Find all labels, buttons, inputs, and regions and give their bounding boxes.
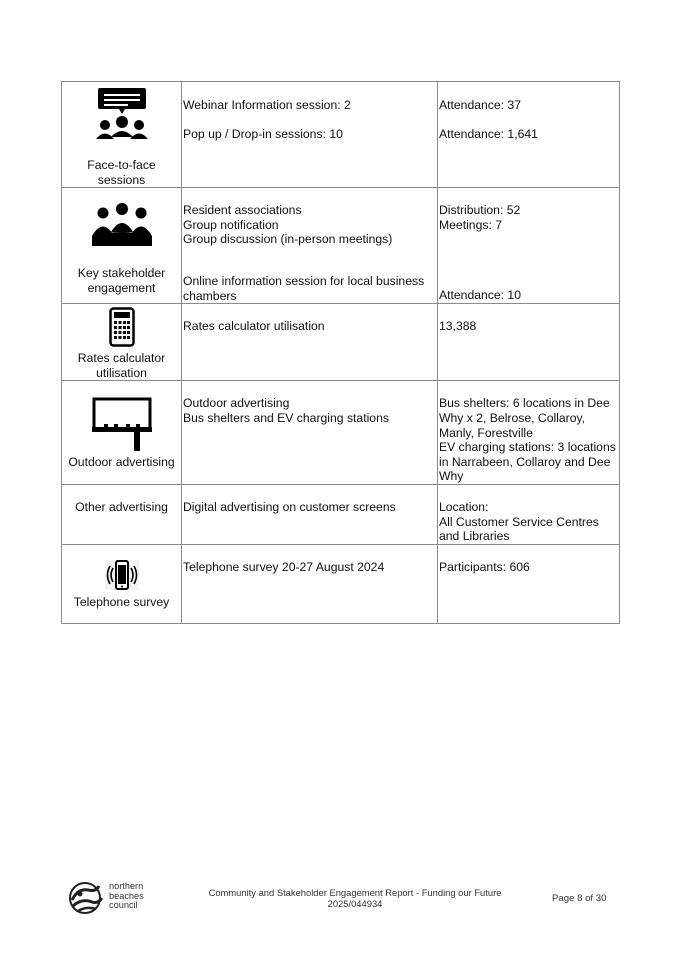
activity-line: Webinar Information session: 2 [183, 98, 351, 112]
method-label: Outdoor advertising [68, 455, 175, 470]
method-cell [62, 484, 182, 544]
method-label: Rates calculator utilisation [77, 351, 166, 380]
result-cell [438, 484, 620, 544]
billboard-icon [92, 397, 152, 453]
result-line: 13,388 [439, 319, 477, 334]
result-line: Location: [439, 499, 489, 514]
table-row [62, 484, 620, 544]
activity-line: Resident associations [183, 203, 302, 218]
activity-line: Digital advertising on customer screens [183, 499, 396, 514]
method-label: Face-to-face sessions [87, 158, 156, 187]
result-line: Attendance: 10 [439, 288, 521, 303]
result-line: EV charging stations: 3 locations in Narrabeen, Collaroy and Dee Why [439, 440, 616, 484]
table-row [62, 82, 620, 188]
face-to-face-icon [93, 87, 151, 153]
logo-line: council [109, 900, 138, 911]
stakeholder-group-icon [90, 202, 154, 248]
result-line: Attendance: 1,641 [439, 127, 538, 142]
activity-cell [182, 544, 438, 623]
report-title: Community and Stakeholder Engagement Report - Funding our Future [208, 887, 502, 898]
logo-line: beaches [109, 890, 144, 901]
result-cell [438, 188, 620, 304]
council-logo-text [109, 882, 144, 911]
method-cell [62, 544, 182, 623]
result-cell [438, 381, 620, 485]
result-cell [438, 82, 620, 188]
activity-line: Online information session for local business chambers [183, 273, 425, 303]
council-logo-icon [66, 880, 106, 916]
activity-line: Rates calculator utilisation [183, 319, 325, 334]
method-cell [62, 82, 182, 188]
logo-line: northern [109, 881, 144, 891]
method-label: Key stakeholder engagement [77, 266, 166, 295]
activity-line: Telephone survey 20-27 August 2024 [183, 559, 385, 574]
activity-cell [182, 484, 438, 544]
page-footer [0, 880, 675, 920]
activity-cell [182, 381, 438, 485]
table-row [62, 304, 620, 381]
engagement-methods-table [61, 81, 620, 624]
activity-line: Outdoor advertising [183, 396, 290, 411]
result-line: Participants: 606 [439, 559, 530, 574]
result-cell [438, 304, 620, 381]
table-row [62, 188, 620, 304]
table-row [62, 381, 620, 485]
page-number: Page 8 of 30 [552, 893, 607, 904]
method-cell [62, 188, 182, 304]
method-cell [62, 304, 182, 381]
method-label: Other advertising [75, 499, 168, 514]
activity-line: Group notification [183, 217, 279, 232]
footer-report-info [200, 887, 510, 909]
table-row [62, 544, 620, 623]
result-line: Distribution: 52 [439, 203, 521, 218]
activity-line: Bus shelters and EV charging stations [183, 410, 389, 425]
activity-line: Group discussion (in-person meetings) [183, 232, 393, 247]
method-cell [62, 381, 182, 485]
result-cell [438, 544, 620, 623]
report-number: 2025/044934 [327, 898, 383, 909]
activity-cell [182, 188, 438, 304]
activity-line: Pop up / Drop-in sessions: 10 [183, 127, 343, 142]
method-label: Telephone survey [73, 594, 170, 609]
result-line: Bus shelters: 6 locations in Dee Why x 2, Belrose, Collaroy, Manly, Forestville [439, 396, 610, 440]
activity-cell [182, 304, 438, 381]
calculator-icon [109, 307, 135, 347]
result-line: Attendance: 37 [439, 98, 521, 112]
result-line: All Customer Service Centres and Libraries [439, 514, 599, 544]
result-line: Meetings: 7 [439, 217, 503, 232]
activity-cell [182, 82, 438, 188]
mobile-phone-icon [103, 558, 141, 592]
